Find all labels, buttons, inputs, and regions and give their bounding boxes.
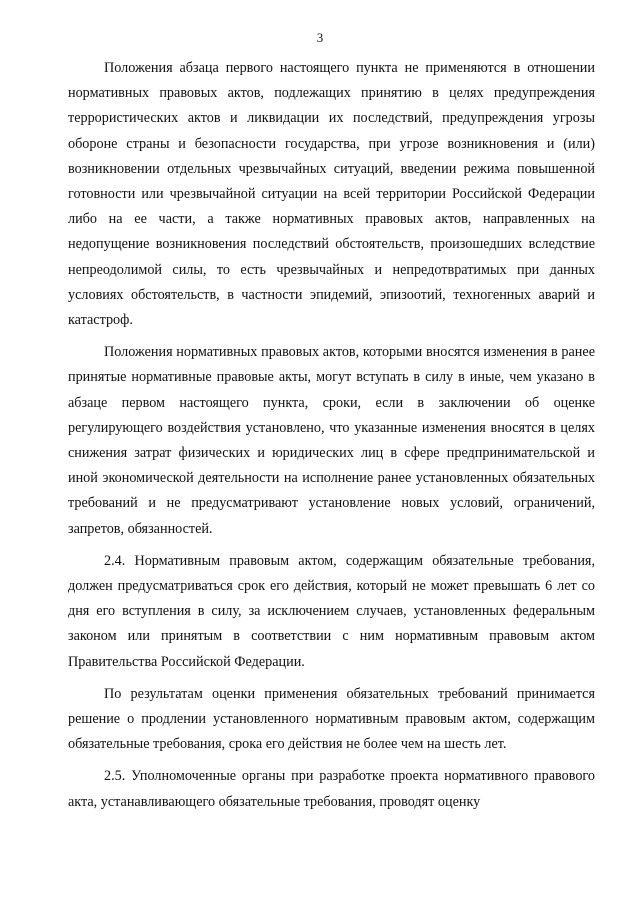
page-number: 3 [316,30,324,45]
document-body [68,56,595,822]
paragraph: Положения абзаца первого настоящего пункта не применяются в отношении нормативных правовых актов, подлежащих принятию в целях предупреждения террористических актов и ликвидации их последствий, предупреждения угрозы обороне страны и безопасности государства, при угрозе возникновения и (или) возникновении отдельных чрезвычайных ситуаций, введении режима повышенной готовности или чрезвычайной ситуации на всей территории Российской Федерации либо на ее части, а также нормативных правовых актов, направленных на недопущение возникновения последствий обстоятельств, произошедших вследствие непреодолимой силы, то есть чрезвычайных и непредотвратимых при данных условиях обстоятельств, в частности эпидемий, эпизоотий, техногенных аварий и катастроф. [68,60,595,329]
paragraph: Положения нормативных правовых актов, которыми вносятся изменения в ранее принятые нормативные правовые акты, могут вступать в силу в иные, чем указано в абзаце первом настоящего пункта, сроки, если в заключении об оценке регулирующего воздействия установлено, что указанные изменения вносятся в целях снижения затрат физических и юридических лиц в сфере предпринимательской и иной экономической деятельности на исполнение ранее установленных обязательных требований и не предусматривают установление новых условий, ограничений, запретов, обязанностей. [68,344,595,537]
paragraph: 2.4. Нормативным правовым актом, содержащим обязательные требования, должен предусматриваться срок его действия, который не может превышать 6 лет со дня его вступления в силу, за исключением случаев, установленных федеральным законом или принятым в соответствии с ним нормативным правовым актом Правительства Российской Федерации. [68,552,595,670]
paragraph: По результатам оценки применения обязательных требований принимается решение о продлении установленного нормативным правовым актом, содержащим обязательные требования, срока его действия не более чем на шесть лет. [68,685,595,753]
paragraph: 2.5. Уполномоченные органы при разработке проекта нормативного правового акта, устанавливающего обязательные требования, проводят оценку [68,768,595,810]
